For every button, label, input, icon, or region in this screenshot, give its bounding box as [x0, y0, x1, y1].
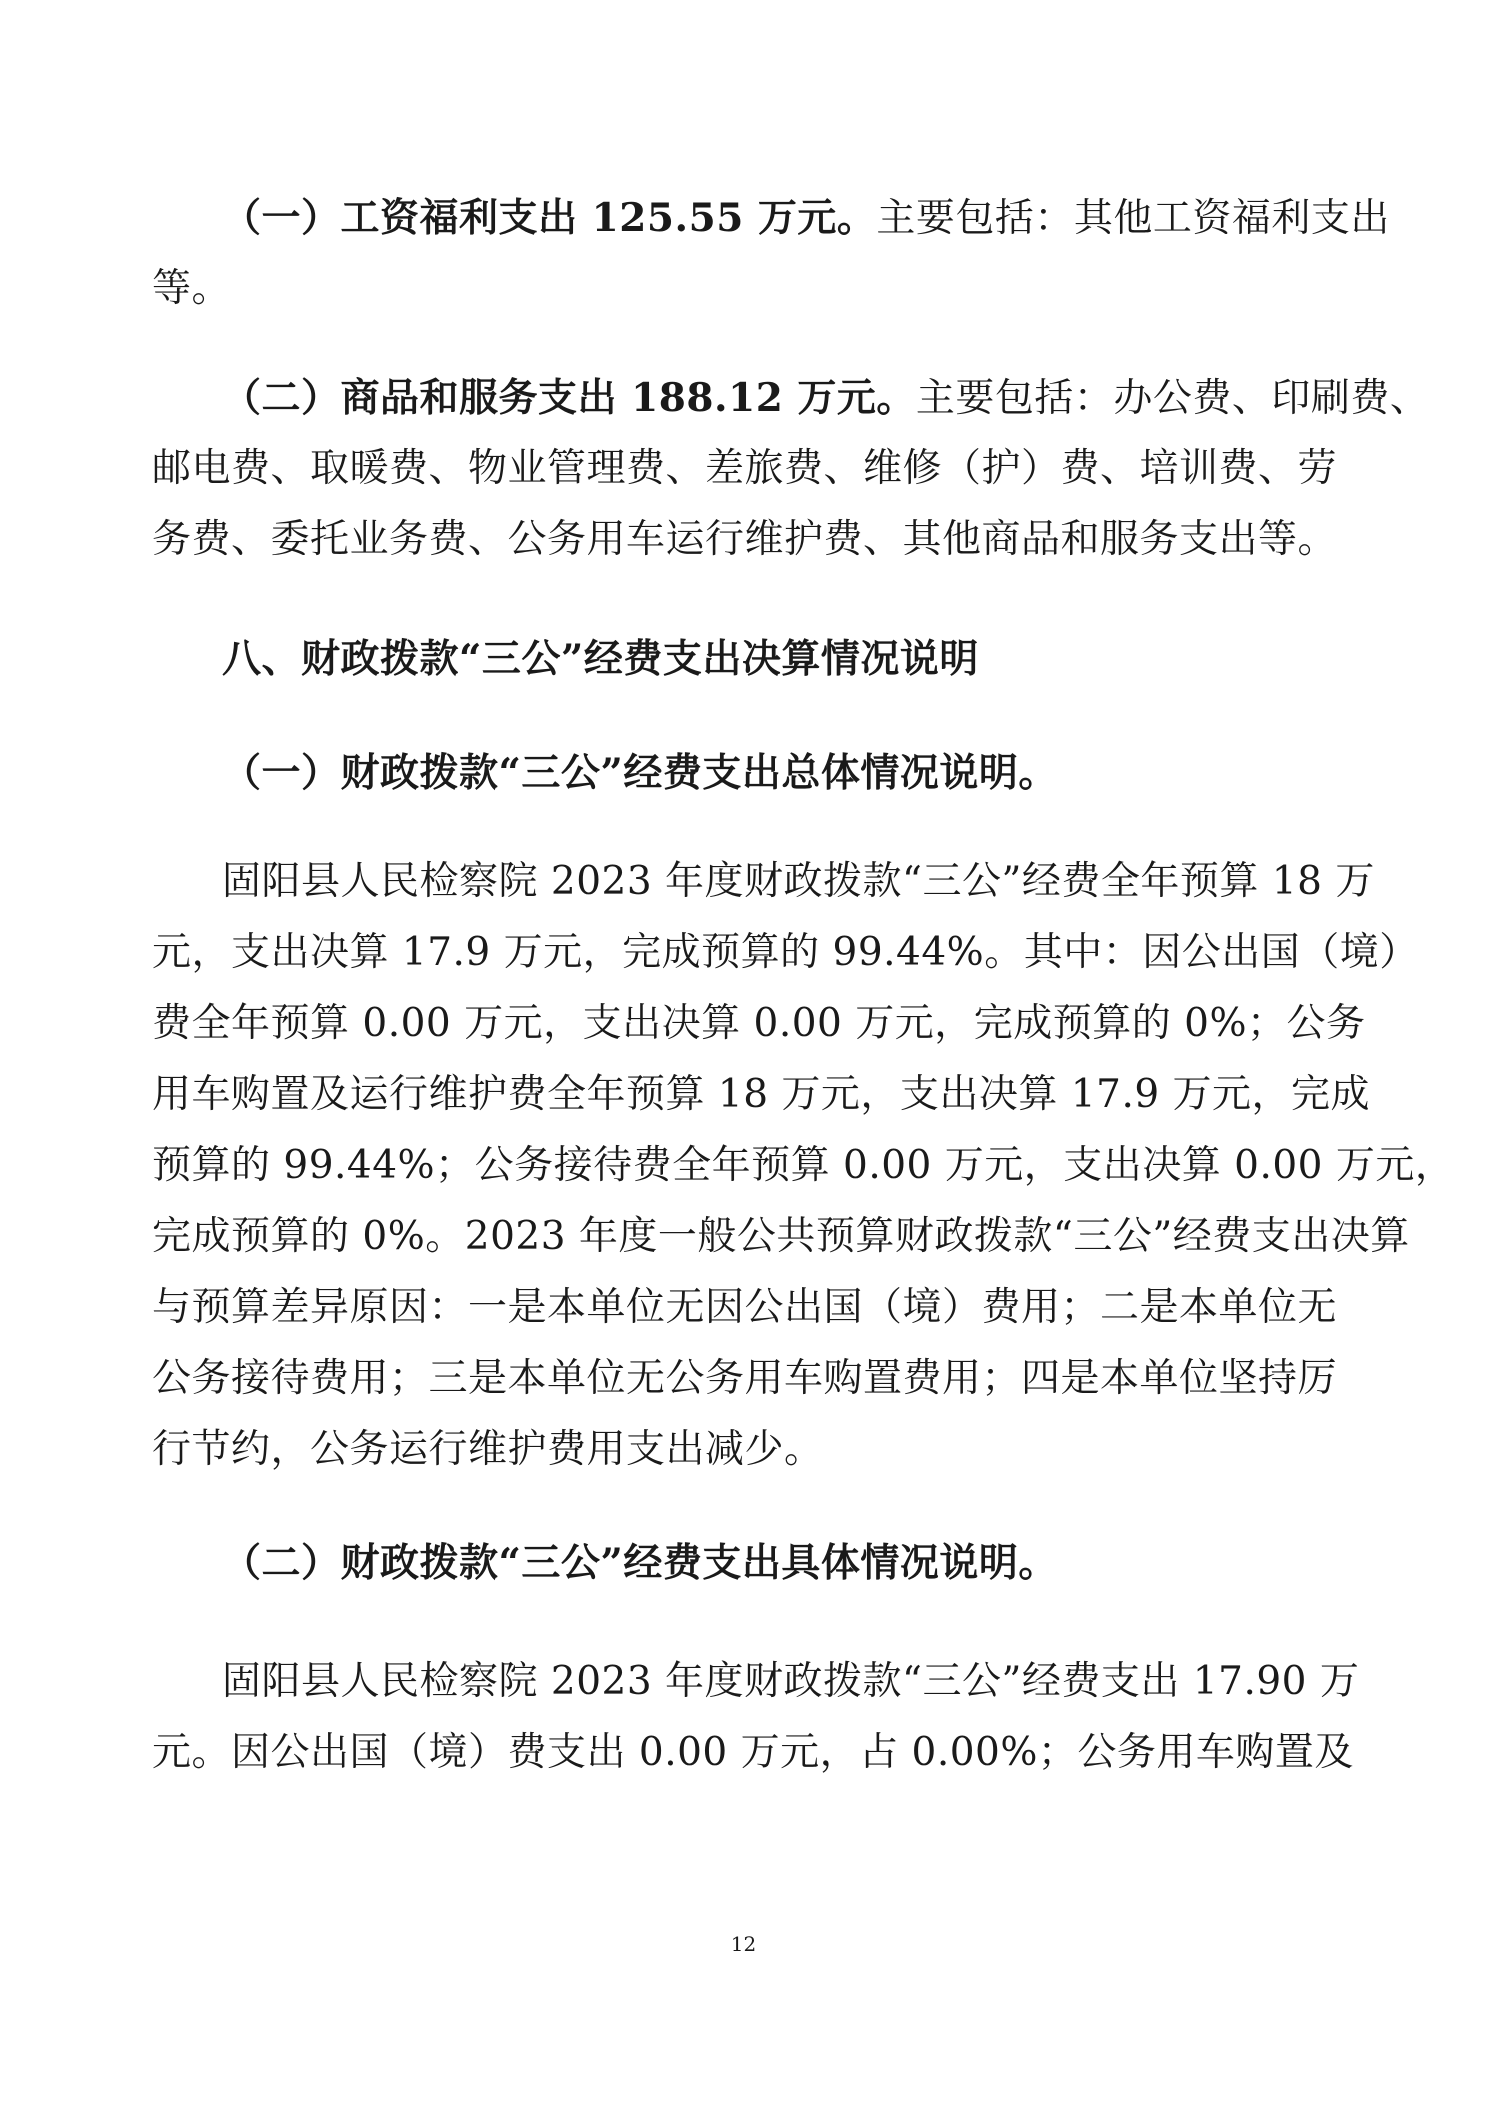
section-8-heading: 八、财政拨款“三公”经费支出决算情况说明: [222, 636, 979, 682]
para1-line2: 等。: [152, 266, 232, 311]
para3-line9: 行节约，公务运行维护费用支出减少。: [152, 1427, 824, 1472]
para2-line1: [222, 372, 1430, 425]
para3-line5: 预算的 99.44%；公务接待费全年预算 0.00 万元，支出决算 0.00 万元，: [152, 1143, 1455, 1188]
para3-line7: 与预算差异原因：一是本单位无因公出国（境）费用；二是本单位无: [152, 1285, 1338, 1330]
para1-line1: [222, 192, 1390, 245]
para1-line1-rest: 主要包括：其他工资福利支出: [876, 196, 1390, 241]
para3-line2: 元，支出决算 17.9 万元，完成预算的 99.44%。其中：因公出国（境）: [152, 930, 1419, 975]
para3-line6: 完成预算的 0%。2023 年度一般公共预算财政拨款“三公”经费支出决算: [152, 1214, 1410, 1259]
para2-line3: 务费、委托业务费、公务用车运行维护费、其他商品和服务支出等。: [152, 517, 1338, 562]
subsection-1-heading: （一）财政拨款“三公”经费支出总体情况说明。: [222, 750, 1058, 796]
para3-line3: 费全年预算 0.00 万元，支出决算 0.00 万元，完成预算的 0%；公务: [152, 1001, 1366, 1046]
para4-line1: 固阳县人民检察院 2023 年度财政拨款“三公”经费支出 17.90 万: [222, 1659, 1360, 1704]
para1-heading: （一）工资福利支出 125.55 万元。: [222, 195, 877, 241]
para4-line2: 元。因公出国（境）费支出 0.00 万元，占 0.00%；公务用车购置及: [152, 1730, 1354, 1775]
para2-heading: （二）商品和服务支出 188.12 万元。: [222, 375, 916, 421]
para3-line8: 公务接待费用；三是本单位无公务用车购置费用；四是本单位坚持厉: [152, 1356, 1338, 1401]
para3-line4: 用车购置及运行维护费全年预算 18 万元，支出决算 17.9 万元，完成: [152, 1072, 1371, 1117]
para2-line2: 邮电费、取暖费、物业管理费、差旅费、维修（护）费、培训费、劳: [152, 446, 1338, 491]
subsection-2-heading: （二）财政拨款“三公”经费支出具体情况说明。: [222, 1540, 1058, 1586]
page-number: 12: [730, 1932, 757, 1956]
para3-line1: 固阳县人民检察院 2023 年度财政拨款“三公”经费全年预算 18 万: [222, 859, 1375, 904]
para2-line1-rest: 主要包括：办公费、印刷费、: [915, 376, 1430, 421]
